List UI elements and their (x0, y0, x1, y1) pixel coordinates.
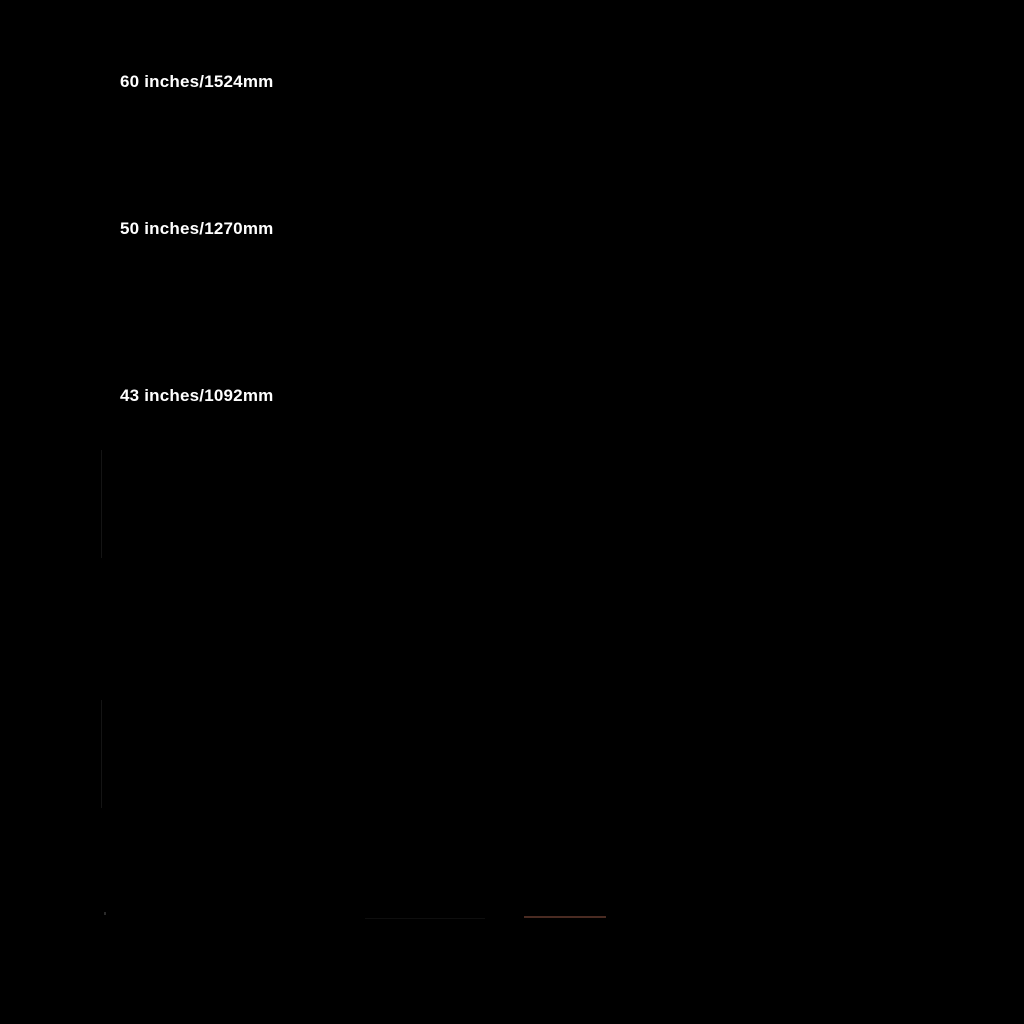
vertical-guide-lower (101, 700, 102, 808)
size-label-50-inches: 50 inches/1270mm (120, 219, 274, 238)
vertical-guide-upper (101, 450, 102, 558)
horizontal-guide (365, 918, 485, 919)
size-label-60-inches: 60 inches/1524mm (120, 72, 274, 91)
size-label-43-inches: 43 inches/1092mm (120, 386, 274, 405)
accent-rule (524, 916, 606, 918)
corner-marker (104, 912, 106, 915)
